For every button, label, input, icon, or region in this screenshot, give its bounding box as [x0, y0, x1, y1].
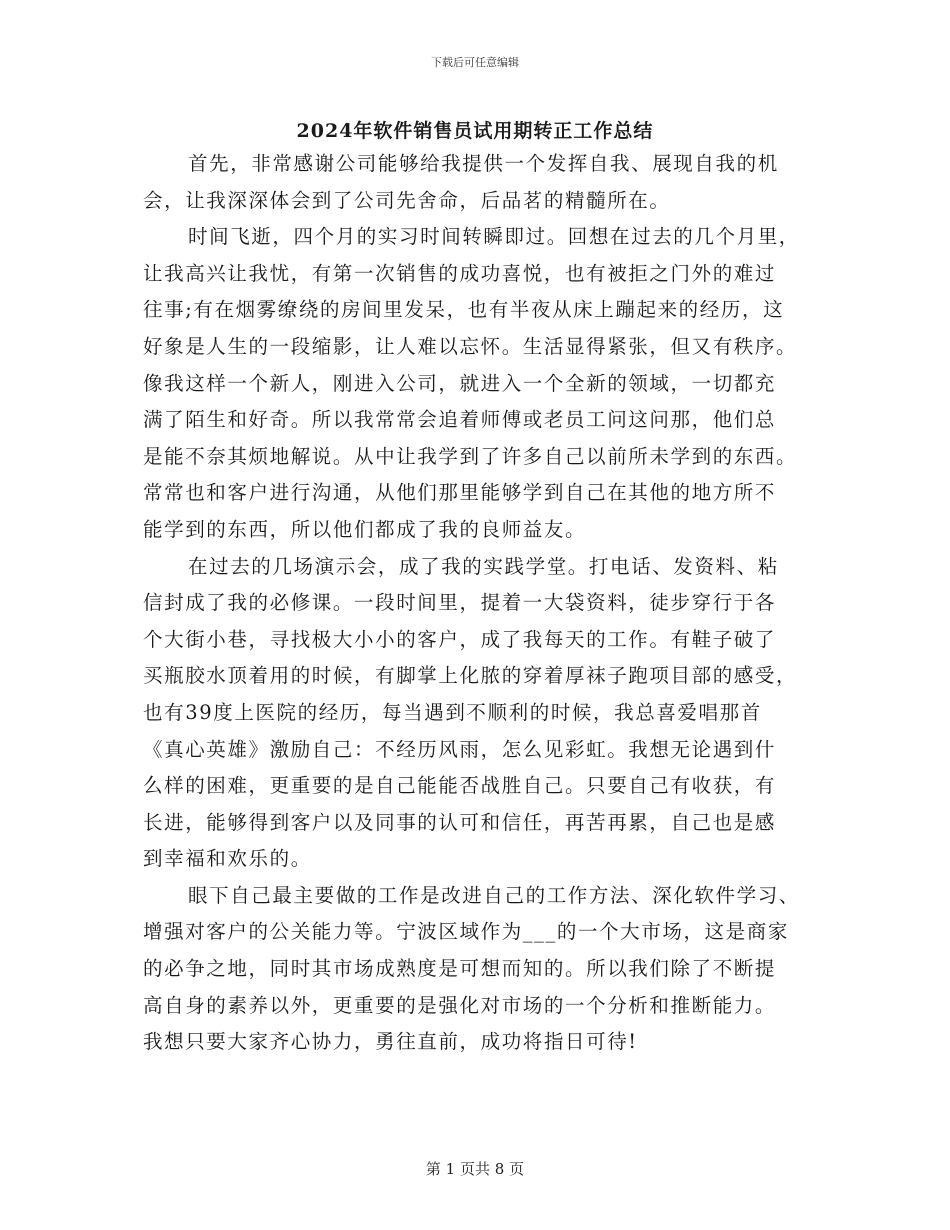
text-line: 能学到的东西，所以他们都成了我的良师益友。: [143, 517, 587, 541]
text-line: 长进，能够得到客户以及同事的认可和信任，再苦再累，自己也是感: [143, 810, 777, 834]
header-note: 下载后可任意编辑: [431, 56, 519, 69]
text-line: 么样的困难，更重要的是自己能能否战胜自己。只要自己有收获，有: [143, 774, 777, 798]
text-line: 个大街小巷，寻找极大小小的客户，成了我每天的工作。有鞋子破了: [143, 627, 777, 651]
text-line: 也有39度上医院的经历，每当遇到不顺利的时候，我总喜爱唱那首: [143, 700, 762, 724]
text-line: 到幸福和欢乐的。: [143, 847, 312, 871]
text-line: 在过去的几场演示会，成了我的实践学堂。打电话、发资料、粘: [188, 554, 779, 578]
text-line: 增强对客户的公关能力等。宁波区域作为___的一个大市场，这是商家: [143, 920, 789, 944]
text-line: 是能不奈其烦地解说。从中让我学到了许多自己以前所未学到的东西。: [143, 444, 798, 468]
text-line: 信封成了我的必修课。一段时间里，提着一大袋资料，徒步穿行于各: [143, 591, 777, 615]
document-body: [143, 146, 808, 1061]
text-line: 好象是人生的一段缩影，让人难以忘怀。生活显得紧张，但又有秩序。: [143, 334, 798, 358]
text-line: 买瓶胶水顶着用的时候，有脚掌上化脓的穿着厚袜子跑项目部的感受，: [143, 664, 798, 688]
text-line: 首先，非常感谢公司能够给我提供一个发挥自我、展现自我的机: [188, 152, 779, 175]
text-line: 满了陌生和好奇。所以我常常会追着师傅或老员工问这问那，他们总: [143, 408, 777, 432]
text-line: 往事;有在烟雾缭绕的房间里发呆，也有半夜从床上蹦起来的经历，这: [143, 298, 785, 322]
text-line: 时间飞逝，四个月的实习时间转瞬即过。回想在过去的几个月里，: [188, 225, 800, 249]
text-line: 像我这样一个新人，刚进入公司，就进入一个全新的领域，一切都充: [143, 371, 777, 395]
page-footer: 第 1 页共 8 页: [425, 1160, 525, 1178]
text-line: 常常也和客户进行沟通，从他们那里能够学到自己在其他的地方所不: [143, 481, 777, 505]
text-line: 会，让我深深体会到了公司先舍命，后品茗的精髓所在。: [143, 188, 671, 212]
text-line: 让我高兴让我忧，有第一次销售的成功喜悦，也有被拒之门外的难过: [143, 261, 777, 285]
text-line: 的必争之地，同时其市场成熟度是可想而知的。所以我们除了不断提: [143, 957, 777, 981]
text-line: 我想只要大家齐心协力，勇往直前，成功将指日可待!: [143, 1030, 638, 1054]
document-title: 2024年软件销售员试用期转正工作总结: [296, 120, 654, 142]
text-line: 眼下自己最主要做的工作是改进自己的工作方法、深化软件学习、: [188, 883, 800, 907]
text-line: 《真心英雄》激励自己：不经历风雨，怎么见彩虹。我想无论遇到什: [143, 737, 777, 761]
text-line: 高自身的素养以外，更重要的是强化对市场的一个分析和推断能力。: [143, 993, 777, 1017]
